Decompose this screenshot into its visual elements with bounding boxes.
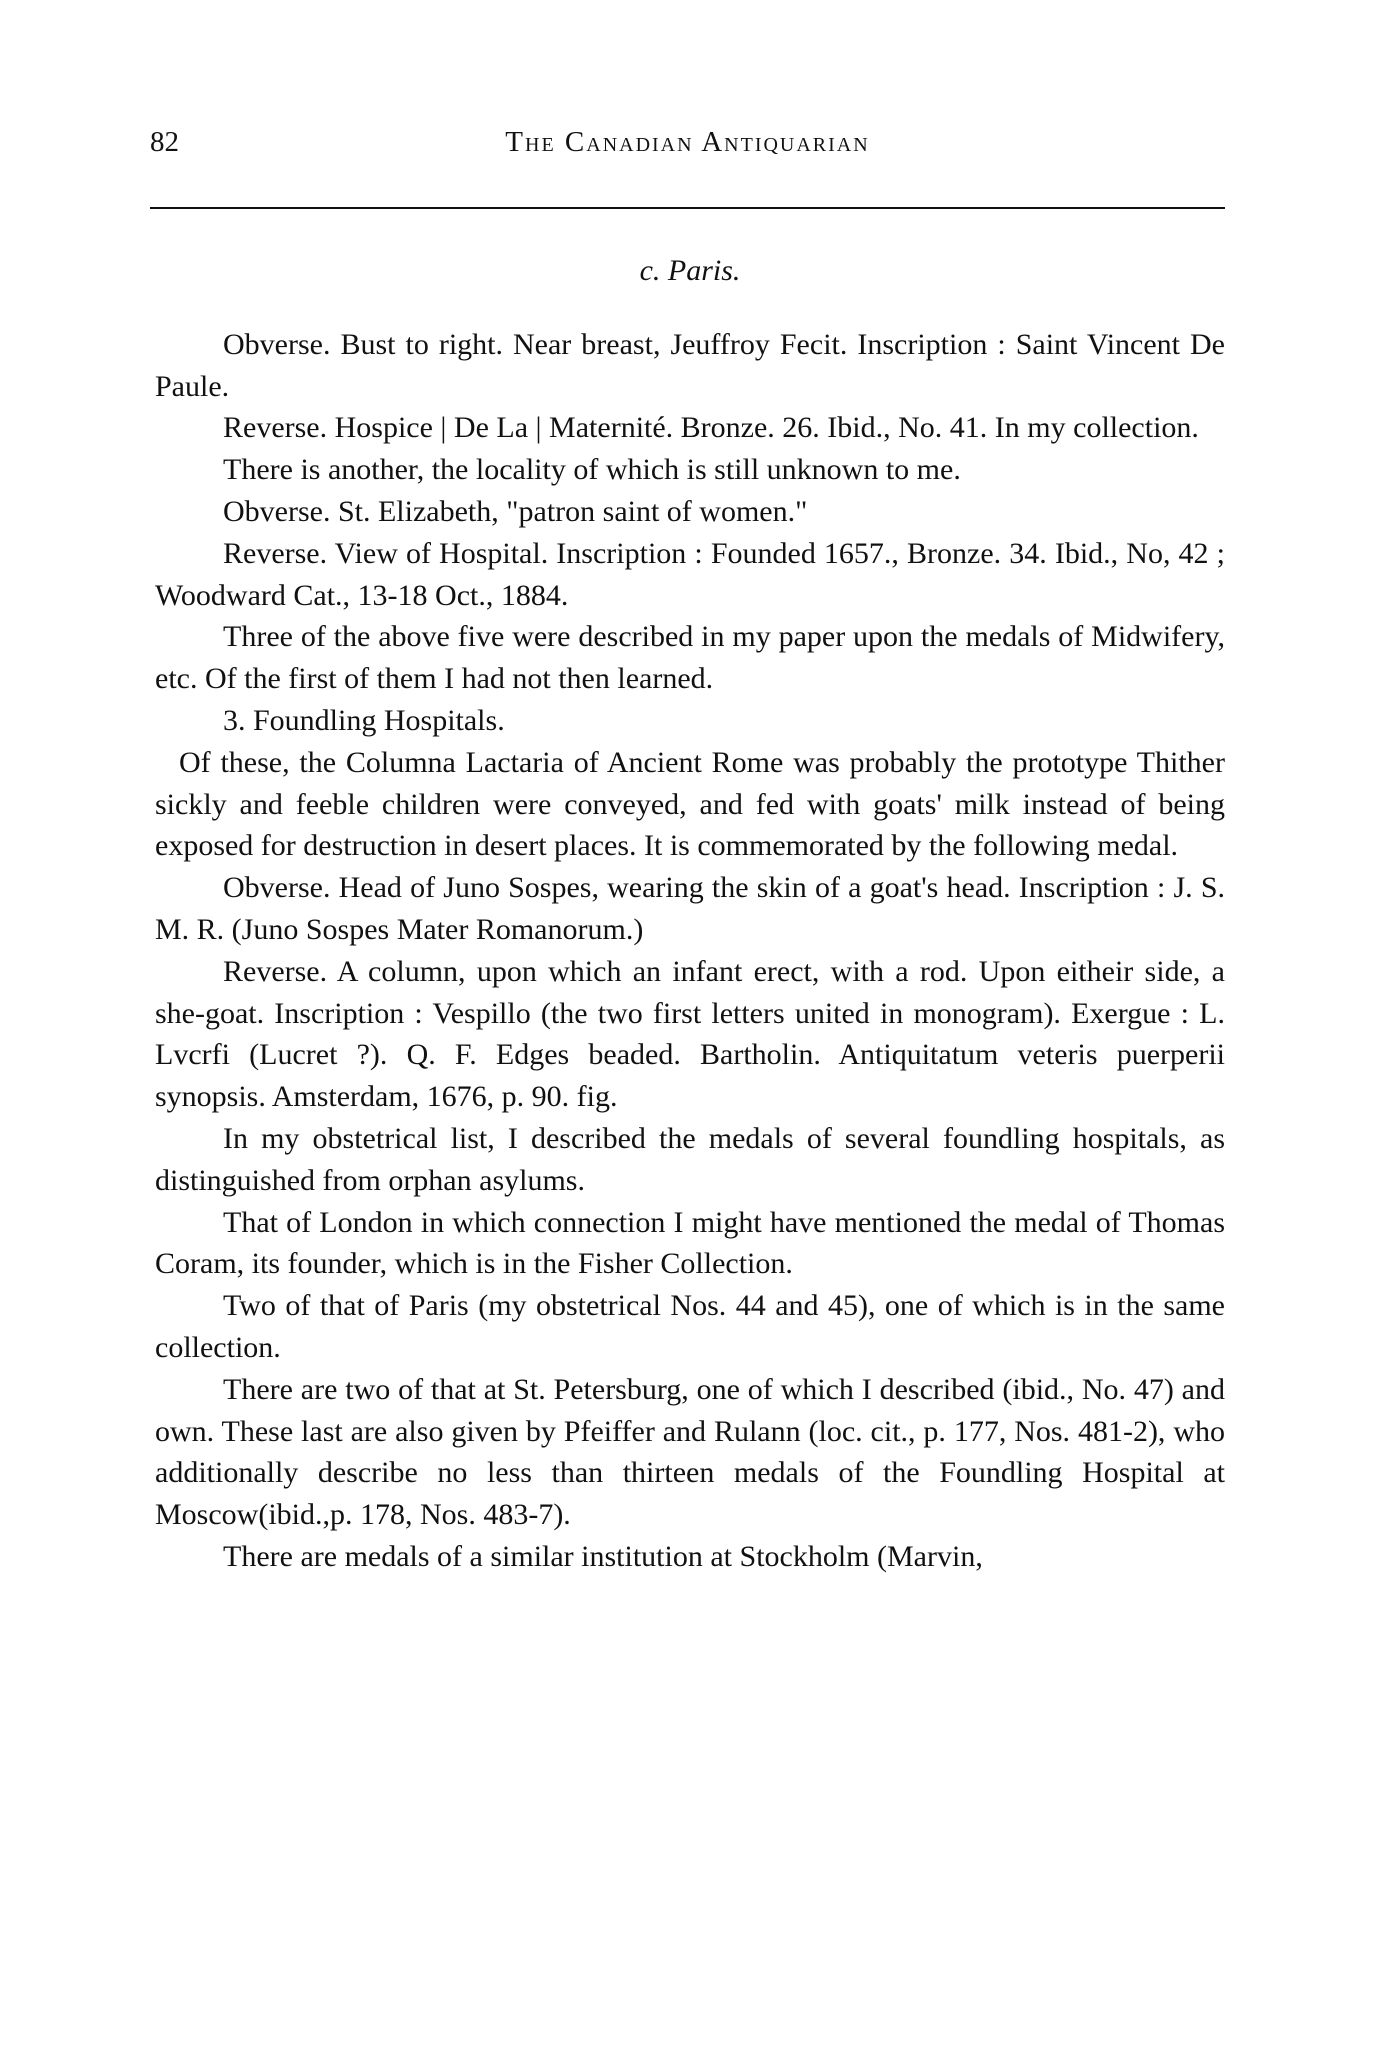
section-heading: c. Paris. [639,254,741,287]
paragraph: Reverse. A column, upon which an infant erect, with a rod. Upon eitheir side, a she-goat. Inscription : Vespillo (the two first letters united in monogram). Exergue : L. Lvcrfi (Lucret ?). Q. F. Edges beaded. Bartholin. Antiquitatum veteris puerperii synopsis. Amsterdam, 1676, p. 90. fig. [155,954,1225,1114]
paragraph: Reverse. Hospice | De La | Maternité. Bronze. 26. Ibid., No. 41. In my collection. [223,411,1199,445]
paragraph: There is another, the locality of which is still unknown to me. [223,453,961,487]
paragraph: In my obstetrical list, I described the medals of several foundling hospitals, as distinguished from orphan asylums. [155,1121,1225,1197]
paragraph: That of London in which connection I might have mentioned the medal of Thomas Coram, its founder, which is in the Fisher Collection. [155,1205,1225,1281]
page-header [150,126,1225,166]
paragraph: Obverse. St. Elizabeth, "patron saint of women." [223,494,808,528]
page-number: 82 [150,126,179,158]
header-rule [150,207,1225,209]
paragraph: Two of that of Paris (my obstetrical Nos. 44 and 45), one of which is in the same collection. [155,1289,1225,1364]
paragraph: There are two of that at St. Petersburg, one of which I described (ibid., No. 47) and own. These last are also given by Pfeiffer and Rulann (loc. cit., p. 177, Nos. 481-2), who additionally describe no less than thirteen medals of the Foundling Hospital at Moscow(ibid.,p. 178, Nos. 483-7). [155,1372,1225,1532]
section-subheading: 3. Foundling Hospitals. [223,703,505,737]
paragraph: Three of the above five were described in my paper upon the medals of Midwifery, etc. Of the first of them I had not then learned. [155,620,1225,696]
paragraph: There are medals of a similar institution at Stockholm (Marvin, [223,1539,983,1573]
paragraph: Reverse. View of Hospital. Inscription : Founded 1657., Bronze. 34. Ibid., No, 42 ; Woodward Cat., 13-18 Oct., 1884. [155,536,1225,612]
paragraph: Of these, the Columna Lactaria of Ancient Rome was probably the prototype Thither sickly and feeble children were conveyed, and fed with goats' milk instead of being exposed for destruction in desert places. It is commemorated by the following medal. [155,745,1225,863]
body-text [155,250,1225,1578]
running-title: The Canadian Antiquarian [505,126,870,158]
paragraph: Obverse. Head of Juno Sospes, wearing the skin of a goat's head. Inscription : J. S. M. R. (Juno Sospes Mater Romanorum.) [155,871,1225,946]
paragraph: Obverse. Bust to right. Near breast, Jeuffroy Fecit. Inscription : Saint Vincent De Paule. [155,327,1225,403]
